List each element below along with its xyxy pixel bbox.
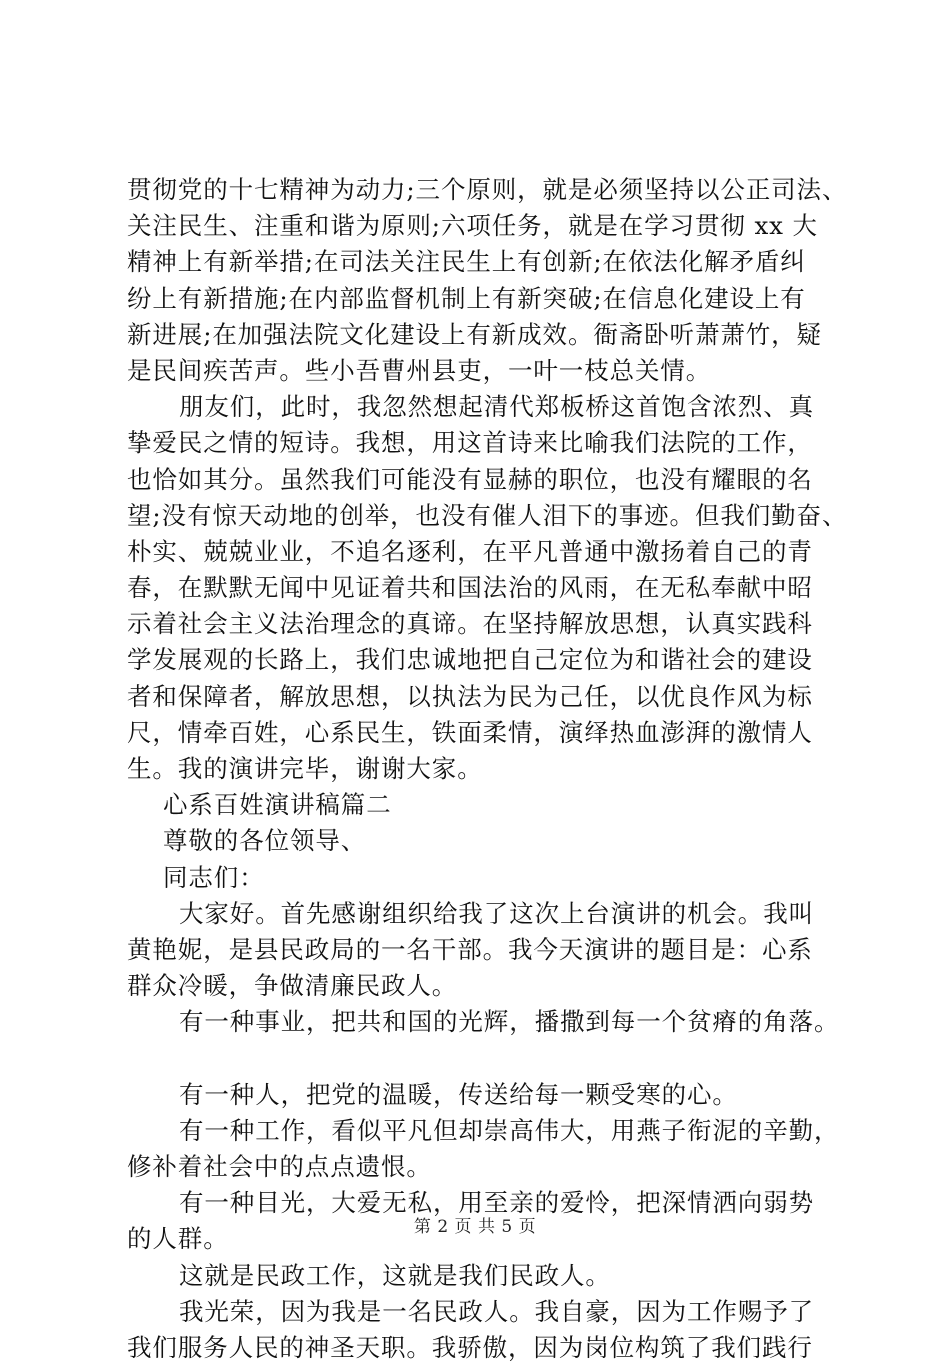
page-number-footer: 第 2 页 共 5 页 bbox=[413, 1217, 537, 1237]
text-line: 的人群。 bbox=[127, 1224, 229, 1254]
text-line: 贯彻党的十七精神为动力;三个原则，就是必须坚持以公正司法、 bbox=[127, 175, 848, 204]
text-line: 生。我的演讲完毕，谢谢大家。 bbox=[127, 754, 483, 783]
paragraph-start-line: 有一种事业，把共和国的光辉，播撒到每一个贫瘠的角落。 bbox=[179, 1007, 840, 1037]
paragraph-start-line: 大家好。首先感谢组织给我了这次上台演讲的机会。我叫 bbox=[179, 898, 814, 928]
text-line: 挚爱民之情的短诗。我想，用这首诗来比喻我们法院的工作， bbox=[127, 428, 813, 458]
text-line: 示着社会主义法治理念的真谛。在坚持解放思想，认真实践科 bbox=[127, 609, 813, 639]
document-body bbox=[127, 172, 848, 1366]
paragraph-start-line: 这就是民政工作，这就是我们民政人。 bbox=[179, 1260, 611, 1290]
text-line: 新进展;在加强法院文化建设上有新成效。衙斋卧听萧萧竹，疑 bbox=[127, 319, 822, 349]
paragraph-start-line: 有一种工作，看似平凡但却崇高伟大，用燕子衔泥的辛勤， bbox=[179, 1115, 840, 1145]
text-line: 关注民生、注重和谐为原则;六项任务，就是在学习贯彻 xx 大 bbox=[127, 211, 818, 241]
text-line: 黄艳妮，是县民政局的一名干部。我今天演讲的题目是：心系 bbox=[127, 934, 813, 964]
text-line: 精神上有新举措;在司法关注民生上有创新;在依法化解矛盾纠 bbox=[127, 247, 806, 277]
text-line: 者和保障者，解放思想，以执法为民为己任，以优良作风为标 bbox=[127, 681, 813, 711]
text-line: 尺，情牵百姓，心系民生，铁面柔情，演绎热血澎湃的激情人 bbox=[127, 717, 813, 747]
salutation-line: 同志们： bbox=[163, 862, 265, 892]
paragraph-start-line: 朋友们，此时，我忽然想起清代郑板桥这首饱含浓烈、真 bbox=[179, 392, 814, 422]
blank-line bbox=[127, 1041, 827, 1077]
paragraph-start-line: 有一种人，把党的温暖，传送给每一颗受寒的心。 bbox=[179, 1079, 738, 1109]
text-line: 纷上有新措施;在内部监督机制上有新突破;在信息化建设上有 bbox=[127, 283, 806, 313]
section-heading: 心系百姓演讲稿篇二 bbox=[163, 790, 392, 820]
salutation-line: 尊敬的各位领导、 bbox=[163, 826, 367, 856]
text-line: 望;没有惊天动地的创举，也没有催人泪下的事迹。但我们勤奋、 bbox=[127, 500, 848, 530]
text-line: 是民间疾苦声。些小吾曹州县吏，一叶一枝总关情。 bbox=[127, 355, 712, 385]
text-line: 学发展观的长路上，我们忠诚地把自己定位为和谐社会的建设 bbox=[127, 645, 813, 675]
paragraph-start-line: 我光荣，因为我是一名民政人。我自豪，因为工作赐予了 bbox=[179, 1296, 814, 1326]
text-line: 朴实、兢兢业业，不追名逐利，在平凡普通中激扬着自己的青 bbox=[127, 536, 813, 566]
paragraph-start-line: 有一种目光，大爱无私，用至亲的爱怜，把深情洒向弱势 bbox=[179, 1188, 814, 1218]
text-line: 春，在默默无闻中见证着共和国法治的风雨，在无私奉献中昭 bbox=[127, 573, 813, 603]
text-line: 也恰如其分。虽然我们可能没有显赫的职位，也没有耀眼的名 bbox=[127, 464, 813, 494]
text-line: 我们服务人民的神圣天职。我骄傲，因为岗位构筑了我们践行 bbox=[127, 1333, 813, 1362]
text-line: 修补着社会中的点点遗恨。 bbox=[127, 1152, 432, 1182]
text-line: 群众冷暖，争做清廉民政人。 bbox=[127, 971, 458, 1001]
